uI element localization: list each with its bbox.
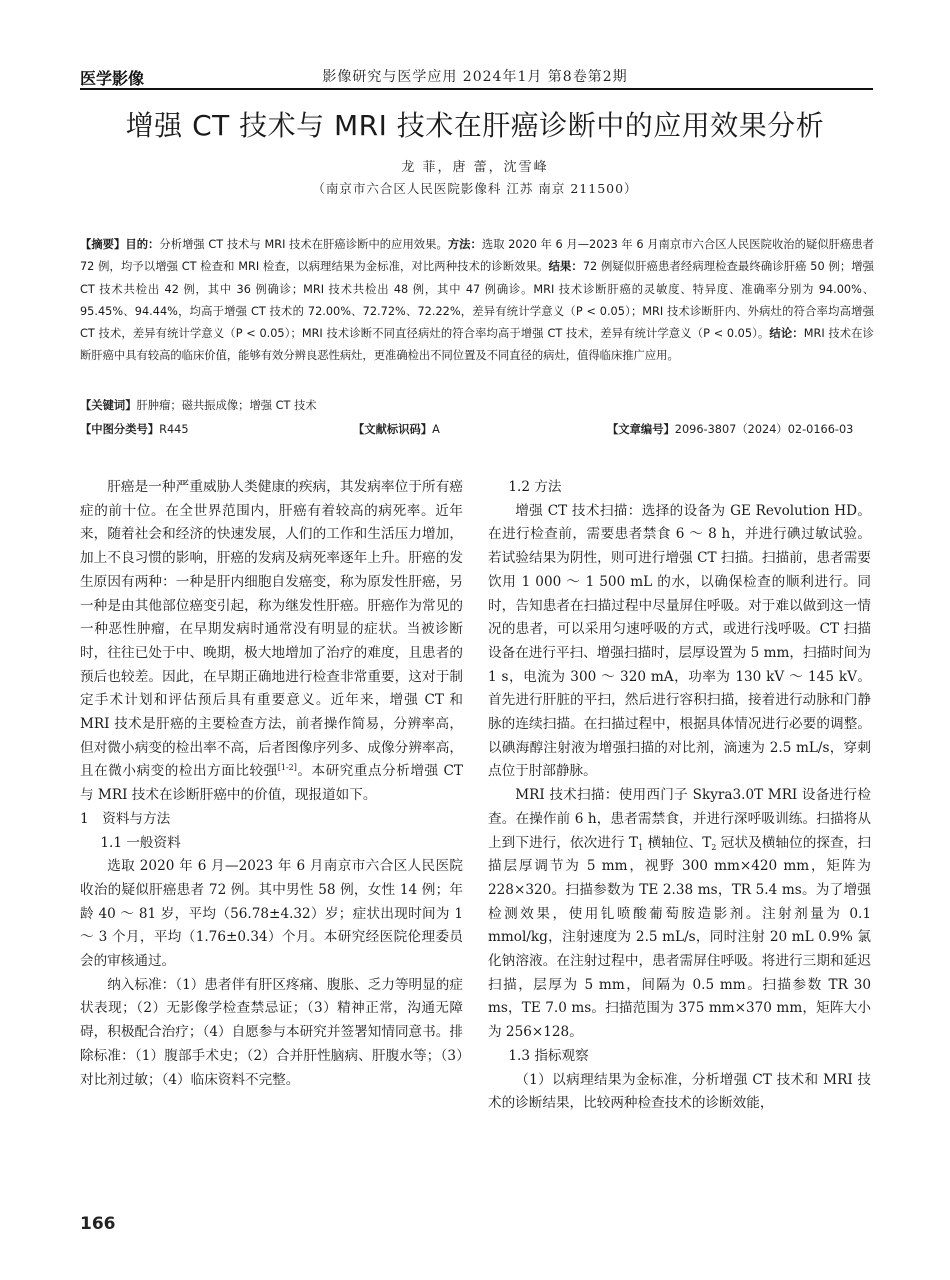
subsection-heading-1-2: 1.2 方法 xyxy=(508,479,562,495)
doc-value: A xyxy=(432,423,440,436)
results-label: 结果： xyxy=(548,260,583,274)
conclusion-label: 结论： xyxy=(769,327,804,341)
subsection-heading-1-1: 1.1 一般资料 xyxy=(100,834,181,851)
methods-text: 选取 2020 年 6 月—2023 年 6 月南京市六合区人民医院收治的疑似肝癌患者 72 例，均予以增强 CT 检查和 MRI 检查，以病理结果为金标准，对比两种技术的诊断效果。 xyxy=(80,238,874,274)
document-code xyxy=(353,421,440,437)
objective-text: 分析增强 CT 技术与 MRI 技术在肝癌诊断中的应用效果。 xyxy=(159,238,448,251)
ct-method-paragraph: 增强 CT 技术扫描：选择的设备为 GE Revolution HD。在进行检查前，需要患者禁食 6 ～ 8 h，并进行碘过敏试验。若试验结果为阴性，则可进行增强 CT 扫描。扫描前，患者需要饮用 1 000 ～ 1 500 mL 的水，以确保检查的顺利进行。同时，告知患者在扫描过程中尽量屏住呼吸。对于难以做到这一情况的患者，可以采用匀速呼吸的方式，或进行浅呼吸。CT 扫描设备在进行平扫、增强扫描时，层厚设置为 5 mm，扫描时间为 1 s，电流为 300 ～ 320 mA，功率为 130 kV ～ 145 kV。首先进行肝脏的平扫，然后进行容积扫描，接着进行动脉和门静脉的连续扫描。在扫描过程中，根据具体情况进行必要的调整。以碘海醇注射液为增强扫描的对比剂，滴速为 2.5 mL/s，穿刺点位于肘部静脉。 xyxy=(488,502,871,780)
page-number: 166 xyxy=(80,1214,116,1234)
indicator-paragraph: （1）以病理结果为金标准，分析增强 CT 技术和 MRI 技术的诊断结果，比较两种检查技术的诊断效能， xyxy=(488,1071,871,1112)
intro-paragraph: 肝癌是一种严重威胁人类健康的疾病，其发病率位于所有癌症的前十位。在全世界范围内，肝癌有着较高的病死率。近年来，随着社会和经济的快速发展，人们的工作和生活压力增加，加上不良习惯的影响，肝癌的发病及病死率逐年上升。肝癌的发生原因有两种：一种是肝内细胞自发癌变，称为原发性肝癌，另一种是由其他部位癌变引起，称为继发性肝癌。肝癌作为常见的一种恶性肿瘤，在早期发病时通常没有明显的症状。当被诊断时，往往已处于中、晚期，极大地增加了治疗的难度，且患者的预后也较差。因此，在早期正确地进行检查非常重要，这对于制定手术计划和评估预后具有重要意义。近年来，增强 CT 和 MRI 技术是肝癌的主要检查方法，前者操作简易，分辨率高，但对微小病变的检出率不高，后者图像序列多、成像分辨率高，且在微小病变的检出方面比较强[1-2]。本研究重点分析增强 CT 与 MRI 技术在诊断肝癌中的价值，现报道如下。 xyxy=(80,479,463,804)
keywords-text: 肝肿瘤；磁共振成像；增强 CT 技术 xyxy=(136,399,317,412)
affiliation: （南京市六合区人民医院影像科 江苏 南京 211500） xyxy=(312,181,638,196)
section-heading-1: 1 资料与方法 xyxy=(80,810,171,827)
right-column xyxy=(488,476,871,1116)
subsection-heading-1-3: 1.3 指标观察 xyxy=(508,1047,589,1064)
abstract-label: 【摘要】 xyxy=(80,238,126,251)
keywords-label: 【关键词】 xyxy=(80,399,137,412)
doc-label: 【文献标识码】 xyxy=(353,423,433,436)
article-value: 2096-3807（2024）02-0166-03 xyxy=(674,423,854,436)
methods-label: 方法： xyxy=(447,238,482,251)
results-text: 72 例疑似肝癌患者经病理检查最终确诊肝癌 50 例；增强 CT 技术共检出 42 例，其中 36 例确诊；MRI 技术共检出 48 例，其中 47 例确诊。MRI 技术诊断肝癌的灵敏度、特异度、准确率分别为 94.00%、95.45%、94.44%，均高于增强 CT 技术的 72.00%、72.72%、72.22%，差异有统计学意义（P < 0.05）；MRI 技术诊断肝内、外病灶的符合率均高增强 CT 技术，差异有统计学意义（P < 0.05）；MRI 技术诊断不同直径病灶的符合率均高于增强 CT 技术，差异有统计学意义（P < 0.05）。 xyxy=(80,260,874,341)
criteria-paragraph: 纳入标准：（1）患者伴有肝区疼痛、腹胀、乏力等明显的症状表现；（2）无影像学检查禁忌证；（3）精神正常，沟通无障碍，积极配合治疗；（4）自愿参与本研究并签署知情同意书。排除标准：（1）腹部手术史；（2）合并肝性脑病、肝腹水等；（3）对比剂过敏；（4）临床资料不完整。 xyxy=(80,976,463,1088)
objective-label: 目的： xyxy=(125,238,160,251)
article-label: 【文章编号】 xyxy=(607,423,675,436)
abstract xyxy=(80,234,874,368)
article-title: 增强 CT 技术与 MRI 技术在肝癌诊断中的应用效果分析 xyxy=(125,109,825,142)
header-rule xyxy=(80,88,873,90)
mri-method-paragraph: MRI 技术扫描：使用西门子 Skyra3.0T MRI 设备进行检查。在操作前 6 h，患者需禁食，并进行深呼吸训练。扫描将从上到下进行，依次进行 $T_1$ 横轴位、$T_2$ 冠状及横轴位的探查，扫描层厚调节为 5 mm，视野 300 mm×420 mm，矩阵为 228×320。扫描参数为 TE 2.38 ms，TR 5.4 ms。为了增强检测效果，使用钆喷酸葡萄胺造影剂。注射剂量为 0.1 mmol/kg，注射速度为 2.5 mL/s，同时注射 20 mL 0.9% 氯化钠溶液。在注射过程中，患者需屏住呼吸。将进行三期和延迟扫描，层厚为 5 mm，间隔为 0.5 mm。扫描参数 TR 30 ms，TE 7.0 ms。扫描范围为 375 mm×370 mm，矩阵大小为 256×128。 xyxy=(488,787,871,1041)
section-label: 医学影像 xyxy=(80,69,145,88)
authors: 龙 菲，唐 蕾，沈雪峰 xyxy=(401,160,549,175)
conclusion-text: MRI 技术在诊断肝癌中具有较高的临床价值，能够有效分辨良恶性病灶，更准确检出不同位置及不同直径的病灶，值得临床推广应用。 xyxy=(80,327,874,363)
citation-ref: [1-2] xyxy=(277,763,297,773)
article-number xyxy=(607,421,853,437)
keywords xyxy=(80,397,874,413)
left-column xyxy=(80,476,463,1092)
general-data-paragraph: 选取 2020 年 6 月—2023 年 6 月南京市六合区人民医院收治的疑似肝癌患者 72 例。其中男性 58 例，女性 14 例；年龄 40 ～ 81 岁，平均（56.78±4.32）岁；症状出现时间为 1 ～ 3 个月，平均（1.76±0.34）个月。本研究经医院伦理委员会的审核通过。 xyxy=(80,858,463,970)
journal-header: 影像研究与医学应用 2024年1月 第8卷第2期 xyxy=(322,69,628,85)
clc-label: 【中图分类号】 xyxy=(80,423,160,436)
clc-number xyxy=(80,421,189,437)
clc-value: R445 xyxy=(159,423,189,436)
